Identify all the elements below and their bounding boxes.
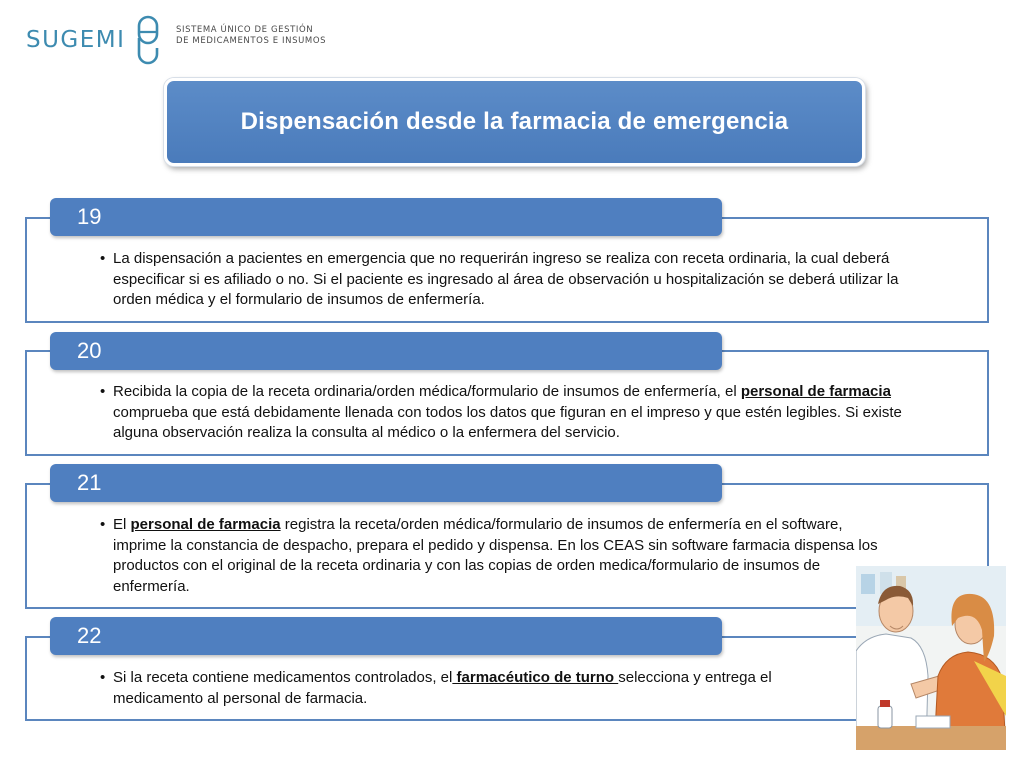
pharmacist-patient-image bbox=[856, 566, 1006, 750]
step-text-part: comprueba que está debidamente llenada con todos los datos que figuran en el impreso y que estén legibles. Si existe alguna observación realiza la consulta al médico o la enfermera del servicio. bbox=[113, 403, 902, 441]
step-number-tab: 21 bbox=[50, 464, 722, 502]
highlight-farmaceutico-de-turno: farmacéutico de turno bbox=[452, 669, 619, 686]
highlight-personal-farmacia: personal de farmacia bbox=[740, 383, 891, 400]
step-number-tab: 20 bbox=[50, 332, 722, 370]
logo-subtitle-line2: DE MEDICAMENTOS E INSUMOS bbox=[176, 36, 327, 46]
logo-subtitle bbox=[176, 25, 366, 47]
step-text-part: Si la receta contiene medicamentos controlados, el bbox=[113, 669, 453, 686]
step-text bbox=[100, 515, 883, 597]
step-text bbox=[100, 668, 858, 709]
pharmacist-patient-illustration-icon bbox=[856, 566, 1006, 750]
step-text-part: El bbox=[113, 516, 131, 533]
step-number-tab: 22 bbox=[50, 617, 722, 655]
step-text bbox=[100, 382, 903, 444]
bullet: • bbox=[100, 383, 106, 400]
bullet: • bbox=[100, 516, 106, 533]
step-text-part: registra la receta/orden médica/formulario de insumos de enfermería en el software, imprime la constancia de despacho, prepara el pedido y dispensa. En los CEAS sin software farmacia dispensa los productos con el original de la receta ordinaria y con las copias de orden medica/formulario de insumos de enfermería. bbox=[113, 516, 878, 595]
logo-wordmark: SUGEMI bbox=[26, 27, 126, 53]
capsule-logo-icon bbox=[134, 14, 162, 66]
step-text-part: Recibida la copia de la receta ordinaria/orden médica/formulario de insumos de enfermería, el bbox=[113, 383, 741, 400]
step-text-part: selecciona y entrega el medicamento al personal de farmacia. bbox=[113, 669, 772, 707]
title-banner bbox=[164, 78, 865, 166]
bullet: • bbox=[100, 250, 106, 267]
step-text-part: La dispensación a pacientes en emergencia que no requerirán ingreso se realiza con receta ordinaria, la cual deberá especificar si es afiliado o no. Si el paciente es ingresado al área de observación u hospitalización se deberá utilizar la orden médica y el formulario de insumos de enfermería. bbox=[113, 250, 899, 308]
step-number-tab: 19 bbox=[50, 198, 722, 236]
bullet: • bbox=[100, 669, 106, 686]
highlight-personal-farmacia: personal de farmacia bbox=[130, 516, 281, 533]
page-title: Dispensación desde la farmacia de emergencia bbox=[240, 108, 789, 135]
step-text bbox=[100, 249, 903, 311]
logo-subtitle-line1: SISTEMA ÚNICO DE GESTIÓN bbox=[176, 25, 314, 35]
